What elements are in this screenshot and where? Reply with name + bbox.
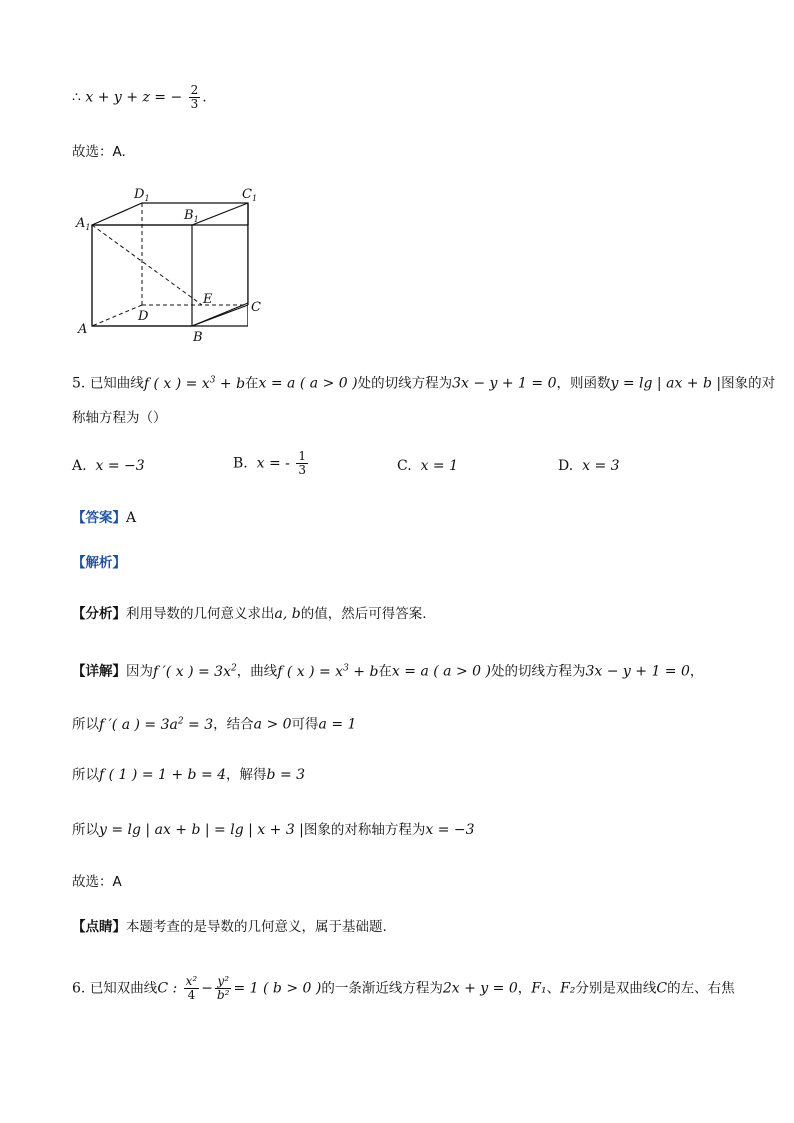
q6-fraction-y: $\frac{\text{y²}}{\text{b²}}$ [216,974,230,1002]
step-expression: f ( 1 ) = 1 + b = 4 [99,767,227,783]
conclusion-period: . [202,89,207,106]
cube-top-face-front [92,203,248,225]
q6-text: ， [517,980,532,997]
option-value: x = - [256,455,290,472]
detail-text: 在 [378,663,392,680]
option-label: C. [397,458,412,474]
option-value: x = 3 [582,458,620,474]
detail-text: ，曲线 [236,663,278,680]
detail-condition: x = a ( a > 0 ) [391,663,491,680]
fenxi-tag: 【分析】 [72,606,126,622]
dianjing-tag: 【点睛】 [72,919,126,935]
detail-function: f ( x ) = $x^3 + b$ [277,663,379,680]
conclusion-fraction [189,84,201,111]
fenxi-line [72,604,427,624]
label-A: A [78,322,88,337]
step-text: 可得 [291,716,319,733]
cube-front-face [92,225,248,326]
question-5-line-1 [72,370,775,394]
q5-text: 图象的对 [721,375,776,392]
detail-derivative: f ′( x ) = $3x^2$ [153,663,237,680]
label-A1: $A_1$ [76,216,91,232]
step-expression: y = lg | ax + b | = lg | x + 3 | [99,822,304,838]
therefore-symbol: ∴ [72,89,81,106]
question-5-line-2: 称轴方程为（） [72,410,167,426]
cube-hidden-a1e [92,225,202,305]
q6-asymptote: 2x + y = 0 [442,980,518,997]
question-number: 6. [72,980,86,997]
q6-equation-rhs: = 1 ( b > 0 ) [233,980,322,997]
step-text: ，解得 [226,767,267,783]
step-2-line [72,765,305,785]
fraction-numerator: 2 [190,83,199,97]
label-D: D [138,309,149,324]
analysis-tag: 【解析】 [72,555,126,571]
option-value: x = 1 [420,458,459,474]
step-text: ，结合 [213,716,254,733]
detail-text: 因为 [126,663,153,680]
step-text: 所以 [72,767,99,783]
option-a[interactable] [72,458,145,474]
dianjing-text: 本题考查的是导数的几何意义，属于基础题. [126,919,387,935]
detail-line [72,658,703,682]
choose-line-2: 故选：A [72,874,122,890]
q5-lg-function: y = lg | ax + b | [610,375,722,392]
q6-focus-2: F₂ [560,980,576,997]
q6-fraction-x: $\frac{\text{x²}}{4}$ [185,974,198,1002]
cube-hidden-ad [92,305,142,326]
label-C: C [251,300,261,315]
label-B: B [193,330,203,345]
step-text: 图象的对称轴方程为 [303,822,426,838]
label-D1: $D_1$ [134,187,150,203]
q6-text: 的一条渐近线方程为 [321,980,443,997]
label-E: E [203,292,213,307]
q5-tangent: 3x − y + 1 = 0 [452,375,557,392]
step-condition: a > 0 [253,716,292,733]
q6-text: 的左、右焦 [667,980,735,997]
fraction-denominator: 3 [190,97,199,111]
q5-text: 处的切线方程为 [357,375,453,392]
option-d[interactable] [558,458,620,474]
question-number: 5. [72,375,86,392]
q6-text: 、 [546,980,561,997]
q6-curve-name: C : [157,980,178,997]
option-b-fraction: $\frac{1}{3}$ [298,449,307,477]
option-value: x = −3 [95,458,145,474]
fenxi-text: 利用导数的几何意义求出 [126,606,275,622]
cube-figure [72,183,272,348]
conclusion-line [72,84,207,111]
answer-tag: 【答案】 [72,510,126,526]
q6-text: 已知双曲线 [89,980,158,997]
q5-text: 已知曲线 [89,375,144,392]
option-label: D. [558,458,574,474]
q5-condition: x = a ( a > 0 ) [258,375,358,392]
option-label: A. [72,458,87,474]
analysis-heading [72,553,126,573]
q6-minus: − [201,980,213,997]
option-b[interactable] [233,450,310,477]
detail-tangent: 3x − y + 1 = 0 [585,663,690,680]
step-result: b = 3 [266,767,306,783]
step-expression: f ′( a ) = $3a^2 = 3$ [99,716,214,733]
answer-line [72,508,136,528]
detail-tag: 【详解】 [72,663,126,680]
option-c[interactable] [397,458,458,474]
option-label: B. [233,455,248,472]
conclusion-expression: x + y + z = − [85,89,183,106]
label-B1: $B_1$ [184,208,199,224]
step-text: 所以 [72,716,99,733]
cube-top-edges [92,203,248,225]
detail-text: ， [689,663,704,680]
step-1-line [72,711,356,735]
q5-text: 在 [245,375,259,392]
fenxi-text: 的值，然后可得答案. [300,606,427,622]
dianjing-line [72,917,387,937]
choose-line-1: 故选：A. [72,144,126,160]
cube-edge-bc [192,305,248,326]
question-6-line-1 [72,975,735,1002]
q6-text: 分别是双曲线 [575,980,657,997]
cube-bottom-front [92,303,248,326]
q6-focus-1: F₁ [531,980,547,997]
step-3-line [72,820,475,840]
step-result: x = −3 [425,822,475,838]
fenxi-vars: a, b [274,606,301,622]
answer-value: A [126,510,137,526]
step-text: 所以 [72,822,99,838]
q5-text: ，则函数 [556,375,611,392]
label-C1: $C_1$ [242,187,258,203]
step-result: a = 1 [318,716,357,733]
q6-curve-name: C [656,980,668,997]
detail-text: 处的切线方程为 [490,663,586,680]
q5-function: f ( x ) = $x^3 + b$ [143,375,246,392]
